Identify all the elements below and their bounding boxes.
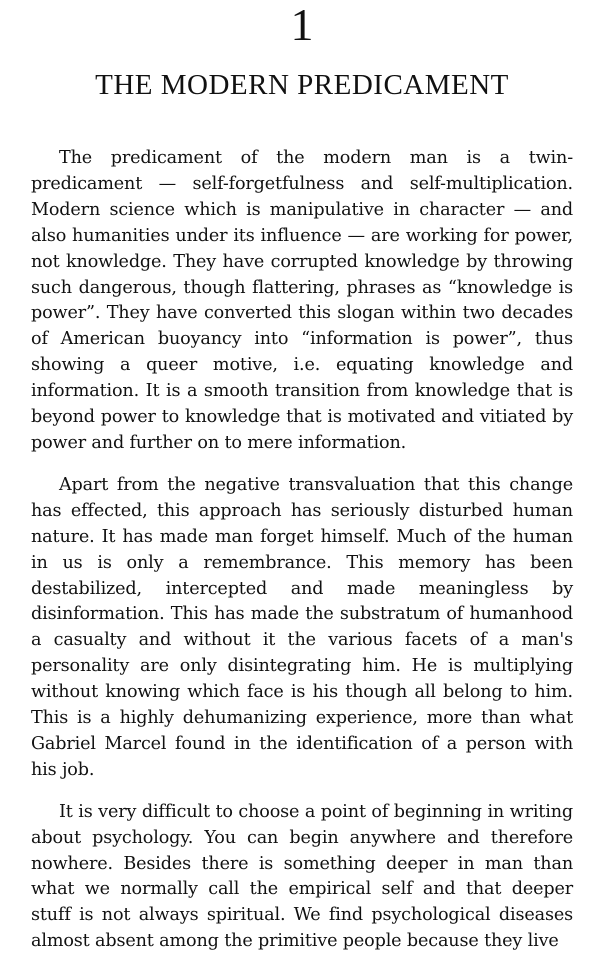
chapter-number: 1 [290, 0, 314, 50]
chapter-body [31, 146, 573, 955]
paragraph-3: It is very difficult to choose a point of beginning in writing about psychology. You can begin anywhere and therefore nowhere. Besides there is something deeper in man than what we normally call the empirical self and that deeper stuff is not always spiritual. We find psychological diseases almost absent among the primitive people because they live [31, 801, 573, 952]
paragraph-1: The predicament of the modern man is a twin-predicament — self-forgetfulness and self-multiplication. Modern science which is manipulative in character — and also humanities under its influence — are working for power, not knowledge. They have corrupted knowledge by throwing such dangerous, though flattering, phrases as “knowledge is power”. They have converted this slogan within two decades of American buoyancy into “information is power”, thus showing a queer motive, i.e. equating knowledge and information. It is a smooth transition from knowledge that is beyond power to knowledge that is motivated and vitiated by power and further on to mere information. [31, 148, 573, 453]
paragraph-2: Apart from the negative transvaluation that this change has effected, this approach has seriously disturbed human nature. It has made man forget himself. Much of the human in us is only a remembrance. This memory has been destabilized, intercepted and made meaningless by disinformation. This has made the substratum of humanhood a casualty and without it the various facets of a man's personality are only disintegrating him. He is multiplying without knowing which face is his though all belong to him. This is a highly dehumanizing experience, more than what Gabriel Marcel found in the identification of a person with his job. [31, 474, 573, 780]
chapter-title: THE MODERN PREDICAMENT [95, 69, 509, 101]
